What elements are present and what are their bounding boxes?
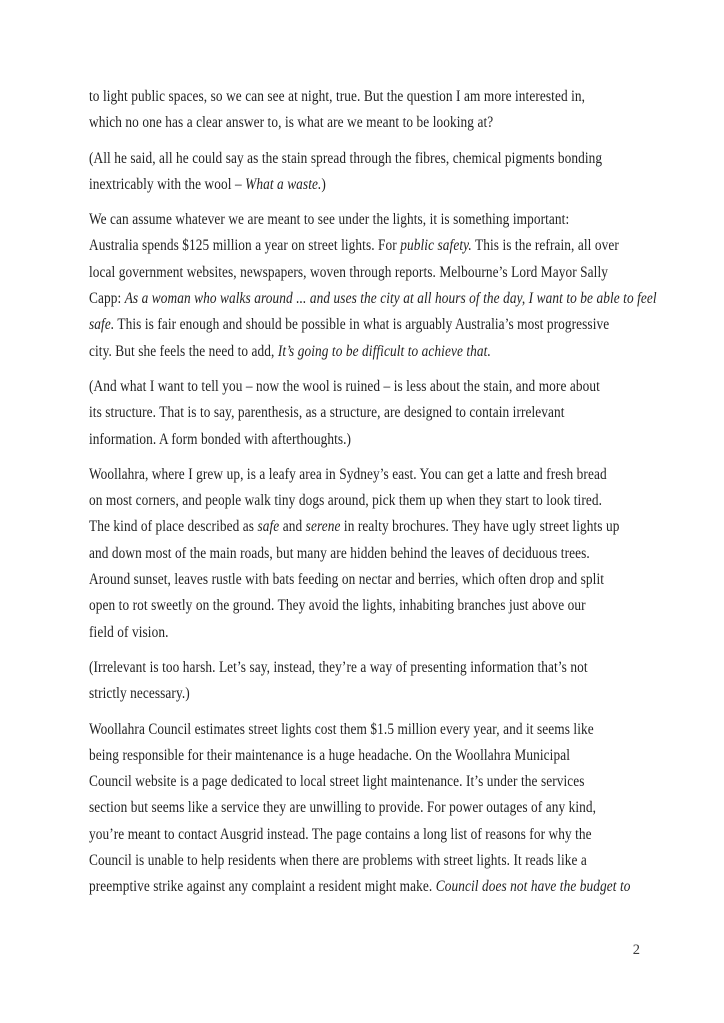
- text-line: [89, 655, 657, 681]
- paragraph: [89, 84, 657, 137]
- text-line: [89, 260, 657, 286]
- text-run: Woollahra Council estimates street lights cost them $1.5 million every year, and it seems like: [89, 720, 594, 738]
- paragraph: [89, 655, 657, 708]
- text-run: (And what I want to tell you – now the wool is ruined – is less about the stain, and more about: [89, 377, 600, 395]
- text-run: preemptive strike against any complaint a resident might make.: [89, 878, 436, 896]
- text-line: [89, 462, 657, 488]
- text-line: [89, 400, 657, 426]
- text-run: ): [321, 175, 326, 193]
- text-line: [89, 567, 657, 593]
- text-line: [89, 339, 657, 365]
- text-line: [89, 286, 657, 312]
- text-line: [89, 146, 657, 172]
- text-line: [89, 427, 657, 453]
- text-run: inextricably with the wool –: [89, 175, 246, 193]
- text-line: [89, 541, 657, 567]
- text-run: Council is unable to help residents when there are problems with street lights. It reads like a: [89, 852, 587, 870]
- text-run: Around sunset, leaves rustle with bats feeding on nectar and berries, which often drop and split: [89, 571, 605, 589]
- text-line: [89, 312, 657, 338]
- text-block: [89, 84, 657, 910]
- italic-text-run: safe: [257, 518, 280, 536]
- italic-text-run: It’s going to be difficult to achieve that.: [277, 342, 491, 360]
- text-line: [89, 848, 657, 874]
- text-run: and: [279, 518, 306, 536]
- page-number: 2: [632, 942, 640, 958]
- italic-text-run: public safety.: [400, 237, 472, 255]
- italic-text-run: safe.: [89, 316, 115, 334]
- text-run: open to rot sweetly on the ground. They avoid the lights, inhabiting branches just above our: [89, 597, 586, 615]
- text-line: [89, 681, 657, 707]
- text-run: in realty brochures. They have ugly street lights up: [340, 518, 620, 536]
- paragraph: [89, 207, 657, 365]
- page-footer: [0, 941, 640, 959]
- text-line: [89, 743, 657, 769]
- paragraph: [89, 462, 657, 646]
- text-run: (All he said, all he could say as the stain spread through the fibres, chemical pigments bonding: [89, 149, 603, 167]
- text-run: section but seems like a service they are unwilling to provide. For power outages of any kind,: [89, 799, 597, 817]
- text-run: The kind of place described as: [89, 518, 258, 536]
- paragraph: [89, 717, 657, 901]
- text-run: its structure. That is to say, parenthesis, as a structure, are designed to contain irrelevant: [89, 404, 565, 422]
- text-run: and down most of the main roads, but many are hidden behind the leaves of deciduous trees.: [89, 544, 590, 562]
- text-run: Council website is a page dedicated to local street light maintenance. It’s under the services: [89, 773, 585, 791]
- text-run: This is fair enough and should be possible in what is arguably Australia’s most progressive: [114, 316, 610, 334]
- text-line: [89, 514, 657, 540]
- text-line: [89, 207, 657, 233]
- text-run: to light public spaces, so we can see at night, true. But the question I am more interested in,: [89, 88, 586, 105]
- text-run: information. A form bonded with afterthoughts.): [89, 430, 352, 448]
- text-run: strictly necessary.): [89, 685, 190, 703]
- text-run: Australia spends $125 million a year on street lights. For: [89, 237, 401, 255]
- text-run: being responsible for their maintenance is a huge headache. On the Woollahra Municipal: [89, 746, 570, 764]
- text-line: [89, 374, 657, 400]
- italic-text-run: As a woman who walks around ... and uses the city at all hours of the day, I want to be able to feel: [124, 290, 657, 308]
- italic-text-run: serene: [305, 518, 341, 536]
- text-line: [89, 593, 657, 619]
- text-run: you’re meant to contact Ausgrid instead. The page contains a long list of reasons for why the: [89, 825, 592, 843]
- text-line: [89, 874, 657, 900]
- text-line: [89, 172, 657, 198]
- text-line: [89, 110, 657, 136]
- text-run: Woollahra, where I grew up, is a leafy area in Sydney’s east. You can get a latte and fresh bread: [89, 465, 607, 483]
- text-run: city. But she feels the need to add,: [89, 342, 278, 360]
- text-line: [89, 620, 657, 646]
- text-run: local government websites, newspapers, woven through reports. Melbourne’s Lord Mayor Sally: [89, 263, 608, 281]
- text-line: [89, 233, 657, 259]
- text-run: (Irrelevant is too harsh. Let’s say, instead, they’re a way of presenting information that’s not: [89, 658, 588, 676]
- text-run: Capp:: [89, 290, 125, 308]
- text-run: on most corners, and people walk tiny dogs around, pick them up when they start to look tired.: [89, 492, 603, 510]
- text-run: This is the refrain, all over: [471, 237, 619, 255]
- text-run: which no one has a clear answer to, is what are we meant to be looking at?: [89, 114, 494, 132]
- paragraph: [89, 146, 657, 199]
- text-line: [89, 769, 657, 795]
- text-line: [89, 717, 657, 743]
- text-line: [89, 84, 657, 110]
- text-run: field of vision.: [89, 623, 169, 641]
- paragraph: [89, 374, 657, 453]
- text-line: [89, 795, 657, 821]
- text-run: We can assume whatever we are meant to see under the lights, it is something important:: [89, 211, 570, 229]
- text-line: [89, 822, 657, 848]
- italic-text-run: What a waste.: [245, 175, 322, 193]
- italic-text-run: Council does not have the budget to: [435, 878, 631, 896]
- text-line: [89, 488, 657, 514]
